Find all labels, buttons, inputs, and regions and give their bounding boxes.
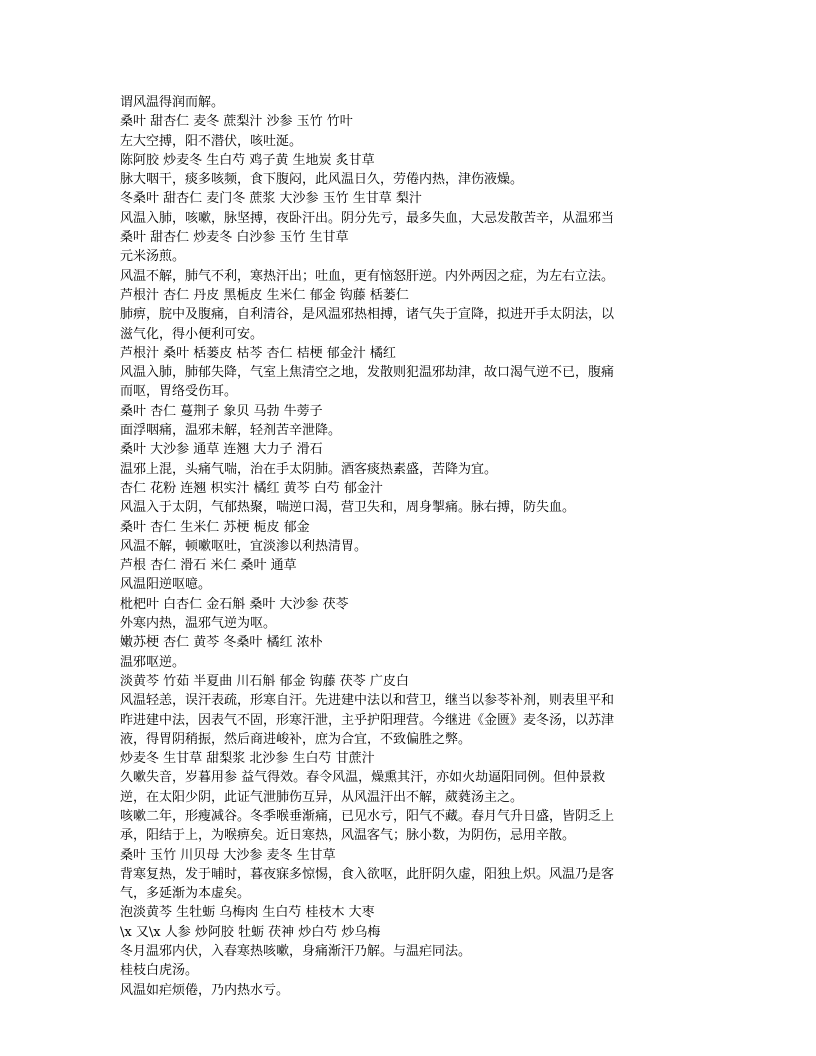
text-line: 外寒内热，温邪气逆为呕。 [120,616,277,632]
text-line: 桑叶 杏仁 生米仁 苏梗 栀皮 郁金 [120,519,310,535]
text-line: 炒麦冬 生甘草 甜梨浆 北沙参 生白芍 甘蔗汁 [120,751,375,767]
text-line: 芦根汁 杏仁 丹皮 黑栀皮 生米仁 郁金 钩藤 栝蒌仁 [120,287,409,303]
text-line: 桑叶 甜杏仁 炒麦冬 白沙参 玉竹 生甘草 [120,230,349,246]
text-line: 冬桑叶 甜杏仁 麦门冬 蔗浆 大沙参 玉竹 生甘草 梨汁 [120,191,422,207]
text-line: 温邪呕逆。 [120,654,186,670]
text-line: 桑叶 杏仁 蔓荆子 象贝 马勃 牛蒡子 [120,403,323,419]
text-line: 风温阳逆呕噫。 [120,577,212,593]
text-line: 嫩苏梗 杏仁 黄芩 冬桑叶 橘红 浓朴 [120,635,323,651]
text-line: 谓风温得润而解。 [120,95,225,110]
text-line: 脉大咽干，痰多咳频，食下腹闷，此风温日久，劳倦内热，津伤液燥。 [120,172,524,188]
text-line: 芦根汁 桑叶 栝蒌皮 枯芩 杏仁 桔梗 郁金汁 橘红 [120,345,396,361]
text-line: 久嗽失音，岁暮用参 益气得效。春令风温，燥熏其汗，亦如火劫逼阳同例。但仲景救 [120,770,606,786]
text-line: 背寒复热，发于晡时，暮夜寐多惊惕，食入欲呕，此肝阴久虚，阳独上炽。风温乃是客 [120,866,615,882]
text-line: 风温不解，肺气不利，寒热汗出；吐血，更有恼怒肝逆。内外两因之症，为左右立法。 [120,268,615,284]
text-line: 左大空搏，阳不潜伏，咳吐涎。 [120,133,303,149]
text-line: 面浮咽痛，温邪未解，轻剂苦辛泄降。 [120,423,342,439]
text-line: 逆，在太阳少阴，此证气泄肺伤互异，从风温汗出不解，葳蕤汤主之。 [120,789,524,805]
text-line: \x 又\x 人参 炒阿胶 牡蛎 茯神 炒白芍 炒乌梅 [120,924,381,940]
text-line: 昨进建中法，因表气不固，形寒汗泄，主乎护阳理营。今继进《金匮》麦冬汤，以苏津 [120,712,615,728]
text-line: 泡淡黄芩 生牡蛎 乌梅肉 生白芍 桂枝木 大枣 [120,905,375,921]
text-line: 风温不解，顿嗽呕吐，宜淡渗以利热清胃。 [120,538,368,554]
text-line: 淡黄芩 竹茹 半夏曲 川石斛 郁金 钩藤 茯苓 广皮白 [120,673,409,689]
text-line: 液，得胃阴稍振，然后商进峻补，庶为合宜，不致偏胜之弊。 [120,731,472,747]
text-line: 杏仁 花粉 连翘 枳实汁 橘红 黄芩 白芍 郁金汁 [120,480,383,496]
text-line: 滋气化，得小便利可安。 [120,326,264,342]
text-line: 桑叶 甜杏仁 麦冬 蔗梨汁 沙参 玉竹 竹叶 [120,114,353,130]
text-line: 肺痹，脘中及腹痛，自利清谷，是风温邪热相搏，诸气失于宣降，拟进开手太阴法，以 [120,307,615,323]
text-line: 元米汤煎。 [120,249,186,265]
text-line: 而呕，胃络受伤耳。 [120,384,238,400]
text-line: 桑叶 玉竹 川贝母 大沙参 麦冬 生甘草 [120,847,336,863]
text-line: 风温入肺，肺郁失降，气室上焦清空之地，发散则犯温邪劫津，故口渴气逆不已，腹痛 [120,365,615,381]
text-line: 咳嗽二年，形瘦减谷。冬季喉垂渐痛，已见水亏，阳气不藏。春月气升日盛，皆阴乏上 [120,808,615,824]
text-line: 气，多延渐为本虚矣。 [120,886,251,902]
text-line: 风温入肺，咳嗽，脉坚搏，夜卧汗出。阴分先亏，最多失血，大忌发散苦辛，从温邪当 [120,210,615,226]
text-line: 芦根 杏仁 滑石 米仁 桑叶 通草 [120,558,297,574]
text-line: 风温入于太阴，气郁热聚，喘逆口渴，营卫失和，周身掣痛。脉右搏，防失血。 [120,500,576,516]
text-line: 风温轻恙，误汗表疏，形寒自汗。先进建中法以和营卫，继当以参苓补剂，则表里平和 [120,693,615,709]
text-line: 陈阿胶 炒麦冬 生白芍 鸡子黄 生地炭 炙甘草 [120,152,375,168]
text-line: 温邪上混，头痛气喘，治在手太阴肺。酒客痰热素盛，苦降为宜。 [120,461,498,477]
document-body [120,93,660,1000]
text-line: 风温如疟烦倦，乃内热水亏。 [120,982,290,998]
text-line: 承，阳结于上，为喉痹矣。近日寒热，风温客气；脉小数，为阴伤，忌用辛散。 [120,828,576,844]
text-line: 冬月温邪内伏，入春寒热咳嗽，身痛渐汗乃解。与温疟同法。 [120,944,472,960]
text-line: 桂枝白虎汤。 [120,963,199,979]
text-line: 枇杷叶 白杏仁 金石斛 桑叶 大沙参 茯苓 [120,596,349,612]
text-line: 桑叶 大沙参 通草 连翘 大力子 滑石 [120,442,323,458]
